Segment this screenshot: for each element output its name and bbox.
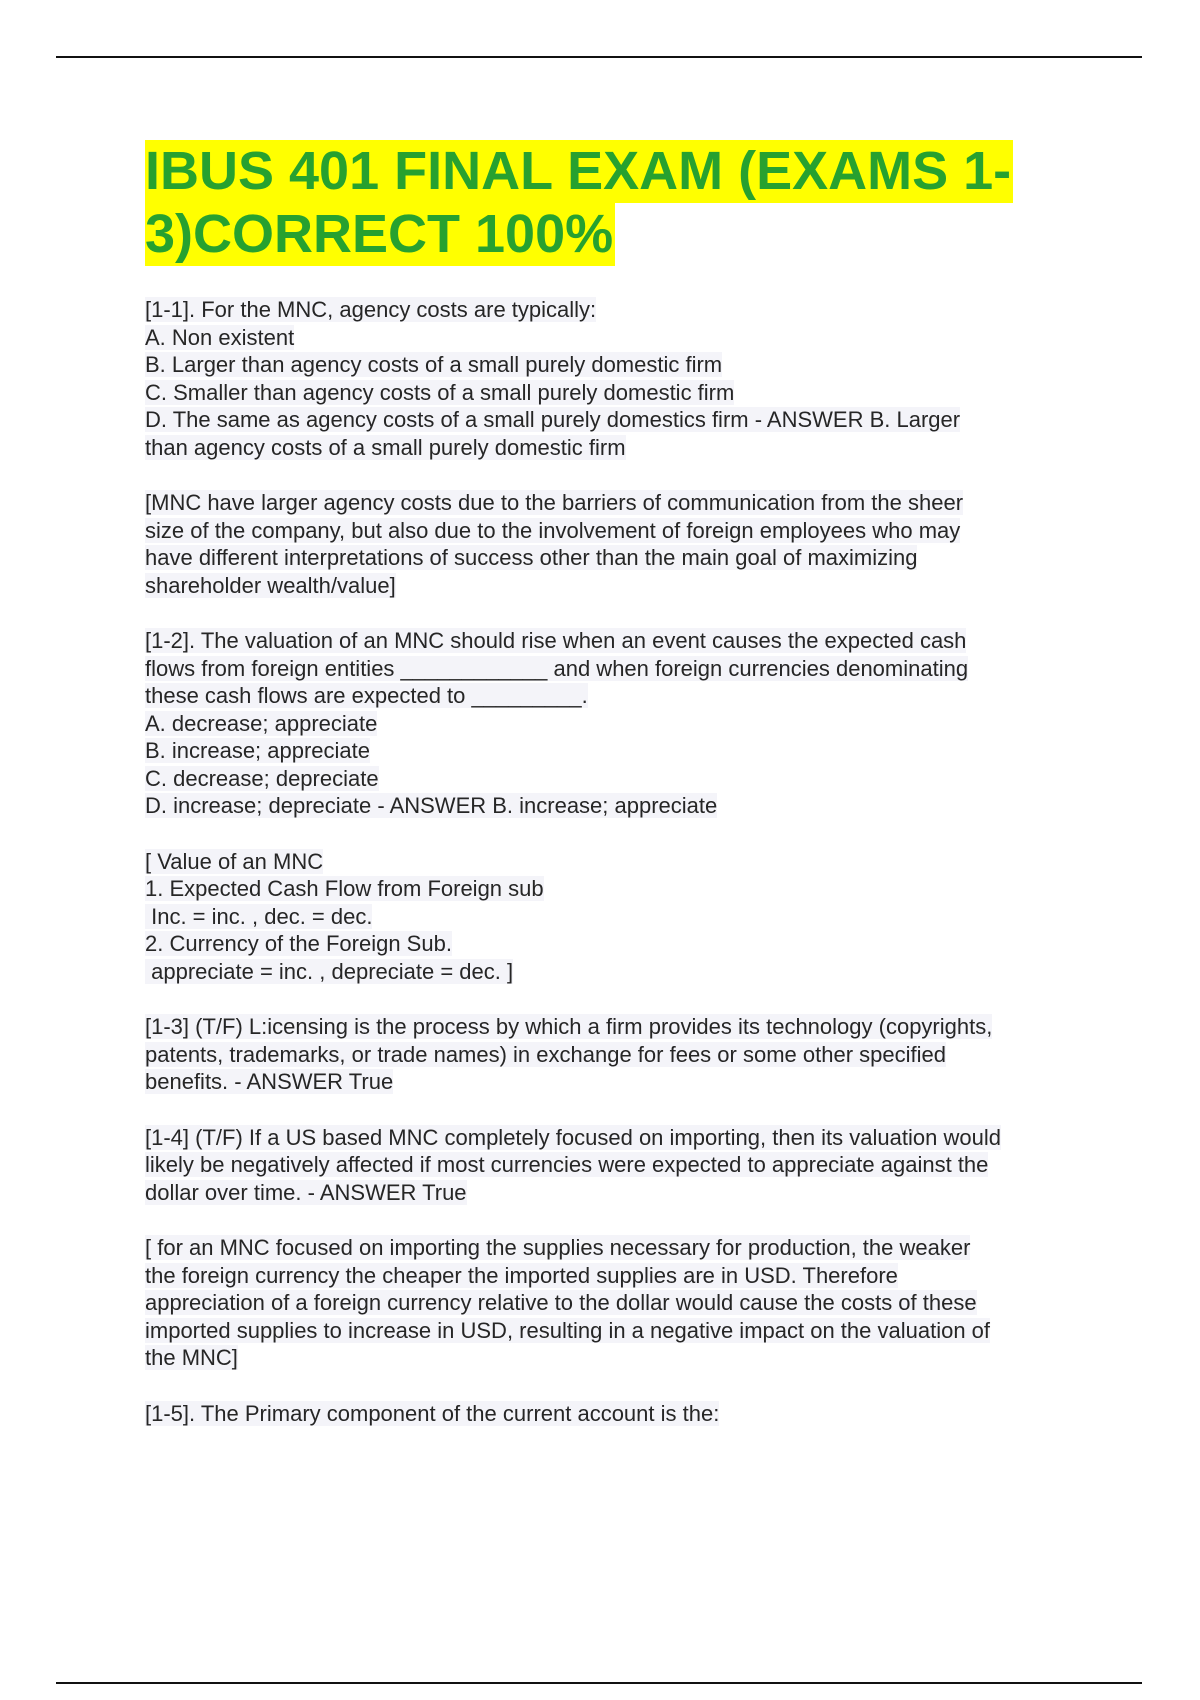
paragraph-line-text: [ for an MNC focused on importing the supplies necessary for production, the weaker bbox=[145, 1235, 971, 1260]
paragraph-line bbox=[145, 1289, 1085, 1317]
paragraph-line bbox=[145, 930, 1085, 958]
paragraph-line bbox=[145, 737, 1085, 765]
paragraph-line bbox=[145, 489, 1085, 517]
paragraph-line bbox=[145, 1179, 1085, 1207]
paragraph-line-text: D. The same as agency costs of a small purely domestics firm - ANSWER B. Larger bbox=[145, 407, 961, 432]
paragraph-line-text: these cash flows are expected to _________. bbox=[145, 683, 588, 708]
paragraph-block bbox=[145, 848, 1085, 986]
paragraph-line-text: the MNC] bbox=[145, 1345, 238, 1370]
bottom-rule bbox=[56, 1682, 1142, 1684]
paragraph-line bbox=[145, 682, 1085, 710]
paragraph-line-text: B. increase; appreciate bbox=[145, 738, 371, 763]
paragraph-line-text: the foreign currency the cheaper the imported supplies are in USD. Therefore bbox=[145, 1262, 898, 1288]
paragraph-line-text: C. decrease; depreciate bbox=[145, 765, 379, 791]
title-line-1: IBUS 401 FINAL EXAM (EXAMS 1- bbox=[145, 141, 1012, 201]
paragraph-line bbox=[145, 1124, 1085, 1152]
paragraph-line-text: D. increase; depreciate - ANSWER B. increase; appreciate bbox=[145, 793, 718, 818]
paragraph-line bbox=[145, 655, 1085, 683]
paragraph-line-text: Inc. = inc. , dec. = dec. bbox=[145, 903, 373, 929]
paragraph-line bbox=[145, 903, 1085, 931]
paragraph-line-text: patents, trademarks, or trade names) in exchange for fees or some other specified bbox=[145, 1041, 946, 1067]
paragraph-line bbox=[145, 572, 1085, 600]
paragraph-line bbox=[145, 324, 1085, 352]
document-title bbox=[145, 140, 1065, 266]
paragraph-line-text: appreciate = inc. , depreciate = dec. ] bbox=[145, 958, 514, 984]
paragraph-line bbox=[145, 1317, 1085, 1345]
paragraph-block bbox=[145, 1400, 1085, 1428]
paragraph-line-text: [1-4] (T/F) If a US based MNC completely focused on importing, then its valuation would bbox=[145, 1124, 1001, 1150]
paragraph-line-text: flows from foreign entities ____________ and when foreign currencies denominating bbox=[145, 655, 969, 681]
paragraph-line bbox=[145, 544, 1085, 572]
paragraph-block bbox=[145, 1013, 1085, 1096]
paragraph-block bbox=[145, 627, 1085, 820]
paragraph-line bbox=[145, 379, 1085, 407]
paragraph-line bbox=[145, 1013, 1085, 1041]
paragraph-line bbox=[145, 1041, 1085, 1069]
paragraph-line-text: imported supplies to increase in USD, resulting in a negative impact on the valuation of bbox=[145, 1317, 991, 1343]
paragraph-line bbox=[145, 765, 1085, 793]
paragraph-line bbox=[145, 710, 1085, 738]
paragraph-line bbox=[145, 848, 1085, 876]
paragraph-line bbox=[145, 1400, 1085, 1428]
document-page bbox=[145, 140, 1085, 1455]
paragraph-line bbox=[145, 351, 1085, 379]
title-line-2: 3)CORRECT 100% bbox=[145, 204, 614, 264]
paragraph-line bbox=[145, 1262, 1085, 1290]
paragraph-line bbox=[145, 875, 1085, 903]
paragraph-block bbox=[145, 1234, 1085, 1372]
paragraph-line bbox=[145, 1151, 1085, 1179]
paragraph-line bbox=[145, 627, 1085, 655]
paragraph-line-text: A. Non existent bbox=[145, 324, 295, 350]
paragraph-line bbox=[145, 296, 1085, 324]
paragraph-line bbox=[145, 1234, 1085, 1262]
paragraph-line-text: B. Larger than agency costs of a small purely domestic firm bbox=[145, 352, 723, 377]
paragraph-line-text: have different interpretations of success other than the main goal of maximizing bbox=[145, 545, 918, 570]
paragraph-line-text: shareholder wealth/value] bbox=[145, 572, 396, 598]
paragraph-line bbox=[145, 958, 1085, 986]
paragraph-line-text: [MNC have larger agency costs due to the barriers of communication from the sheer bbox=[145, 490, 964, 515]
paragraph-line-text: size of the company, but also due to the involvement of foreign employees who may bbox=[145, 517, 961, 543]
paragraph-line-text: dollar over time. - ANSWER True bbox=[145, 1179, 467, 1205]
paragraph-block bbox=[145, 296, 1085, 461]
paragraph-line-text: [1-1]. For the MNC, agency costs are typically: bbox=[145, 297, 597, 322]
paragraph-line-text: [1-2]. The valuation of an MNC should rise when an event causes the expected cash bbox=[145, 628, 967, 653]
paragraph-line bbox=[145, 434, 1085, 462]
document-body bbox=[145, 296, 1085, 1427]
paragraph-line-text: 1. Expected Cash Flow from Foreign sub bbox=[145, 876, 544, 901]
paragraph-line-text: appreciation of a foreign currency relative to the dollar would cause the costs of these bbox=[145, 1290, 977, 1315]
paragraph-line bbox=[145, 1344, 1085, 1372]
paragraph-line bbox=[145, 517, 1085, 545]
paragraph-line-text: benefits. - ANSWER True bbox=[145, 1069, 394, 1094]
paragraph-line-text: likely be negatively affected if most currencies were expected to appreciate against the bbox=[145, 1152, 989, 1177]
paragraph-line-text: [1-5]. The Primary component of the current account is the: bbox=[145, 1400, 720, 1426]
paragraph-line-text: A. decrease; appreciate bbox=[145, 710, 378, 736]
paragraph-line-text: than agency costs of a small purely domestic firm bbox=[145, 434, 626, 460]
paragraph-line-text: [1-3] (T/F) L:icensing is the process by which a firm provides its technology (copyrights, bbox=[145, 1014, 993, 1039]
paragraph-line-text: 2. Currency of the Foreign Sub. bbox=[145, 931, 452, 956]
paragraph-line-text: C. Smaller than agency costs of a small purely domestic firm bbox=[145, 379, 735, 405]
paragraph-line bbox=[145, 406, 1085, 434]
paragraph-line bbox=[145, 1068, 1085, 1096]
paragraph-line bbox=[145, 792, 1085, 820]
paragraph-block bbox=[145, 489, 1085, 599]
paragraph-block bbox=[145, 1124, 1085, 1207]
paragraph-line-text: [ Value of an MNC bbox=[145, 848, 324, 874]
top-rule bbox=[56, 56, 1142, 58]
